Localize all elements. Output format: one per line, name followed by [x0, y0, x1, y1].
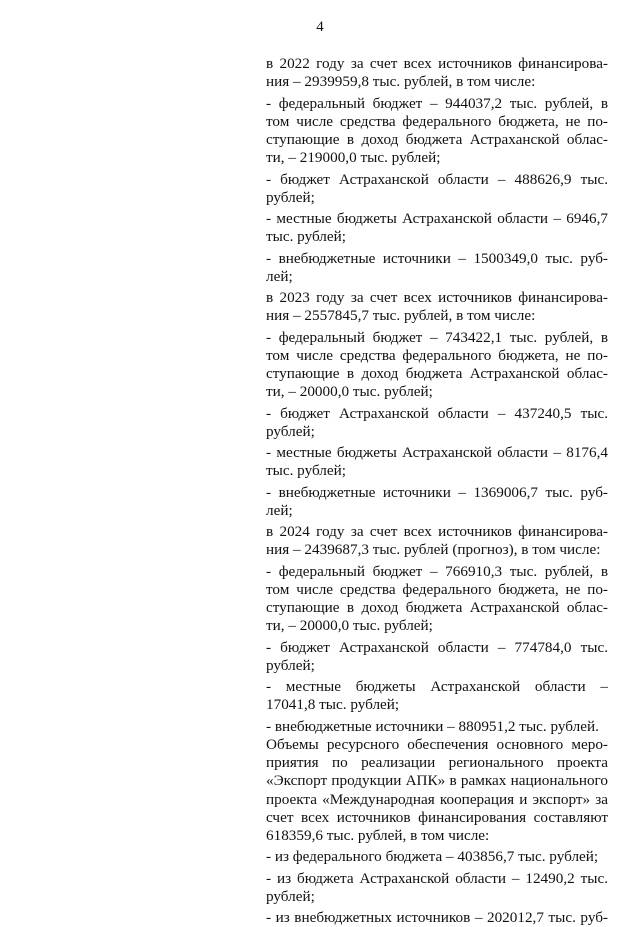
- text-line: 618359,6 тыс. рублей, в том числе:: [266, 827, 490, 844]
- text-line: том числе средства федерального бюджета, не по-: [266, 112, 608, 130]
- text-line: «Экспорт продукции АПК» в рамках национального: [266, 772, 608, 790]
- text-line: в 2024 году за счет всех источников финансирова-: [266, 523, 608, 540]
- text-line: - местные бюджеты Астраханской области – 6946,7: [266, 210, 608, 227]
- text-line: счет всех источников финансирования составляют: [266, 808, 608, 826]
- text-line: - из федерального бюджета – 403856,7 тыс. рублей;: [266, 848, 599, 866]
- text-line: - внебюджетные источники – 1369006,7 тыс. руб-: [266, 483, 608, 501]
- text-line: - местные бюджеты Астраханской области –: [266, 678, 608, 695]
- text-line: - внебюджетные источники – 880951,2 тыс. рублей.: [266, 717, 599, 735]
- text-line: - федеральный бюджет – 944037,2 тыс. рублей, в: [266, 94, 608, 112]
- text-line: рублей;: [266, 188, 315, 206]
- text-line: рублей;: [266, 422, 315, 440]
- text-line: в 2023 году за счет всех источников финансирова-: [266, 289, 608, 306]
- text-line: ступающие в доход бюджета Астраханской облас-: [266, 131, 608, 148]
- text-line: - федеральный бюджет – 743422,1 тыс. рублей, в: [266, 328, 608, 346]
- text-line: ступающие в доход бюджета Астраханской облас-: [266, 365, 608, 382]
- text-line: 17041,8 тыс. рублей;: [266, 696, 400, 714]
- text-line: - бюджет Астраханской области – 774784,0 тыс.: [266, 638, 608, 656]
- text-line: - из внебюджетных источников – 202012,7 тыс. руб-: [266, 909, 608, 926]
- text-line: - местные бюджеты Астраханской области – 8176,4: [266, 444, 608, 461]
- text-line: рублей;: [266, 656, 315, 674]
- text-line: - из бюджета Астраханской области – 12490,2 тыс.: [266, 869, 608, 887]
- text-line: рублей;: [266, 887, 315, 905]
- text-line: приятия по реализации регионального проекта: [266, 754, 608, 771]
- text-line: том числе средства федерального бюджета, не по-: [266, 580, 608, 598]
- text-line: тыс. рублей;: [266, 462, 346, 480]
- text-line: - бюджет Астраханской области – 488626,9 тыс.: [266, 170, 608, 188]
- text-line: лей;: [266, 267, 293, 285]
- document-body: [266, 55, 608, 927]
- text-line: ния – 2939959,8 тыс. рублей, в том числе:: [266, 73, 536, 91]
- text-line: проекта «Международная кооперация и экспорт» за: [266, 790, 608, 808]
- text-line: ния – 2557845,7 тыс. рублей, в том числе:: [266, 307, 536, 325]
- text-line: - бюджет Астраханской области – 437240,5 тыс.: [266, 404, 608, 422]
- text-line: - внебюджетные источники – 1500349,0 тыс. руб-: [266, 249, 608, 267]
- text-line: ния – 2439687,3 тыс. рублей (прогноз), в том числе:: [266, 541, 601, 559]
- text-line: лей;: [266, 501, 293, 519]
- text-line: Объемы ресурсного обеспечения основного меро-: [266, 735, 608, 753]
- page-number: 4: [316, 19, 324, 35]
- text-line: тыс. рублей;: [266, 228, 346, 246]
- text-line: ти, – 20000,0 тыс. рублей;: [266, 383, 433, 401]
- text-line: ступающие в доход бюджета Астраханской облас-: [266, 599, 608, 616]
- text-line: том числе средства федерального бюджета, не по-: [266, 346, 608, 364]
- text-line: - федеральный бюджет – 766910,3 тыс. рублей, в: [266, 562, 608, 580]
- text-line: ти, – 219000,0 тыс. рублей;: [266, 149, 441, 167]
- text-line: ти, – 20000,0 тыс. рублей;: [266, 617, 433, 635]
- text-line: в 2022 году за счет всех источников финансирова-: [266, 55, 608, 72]
